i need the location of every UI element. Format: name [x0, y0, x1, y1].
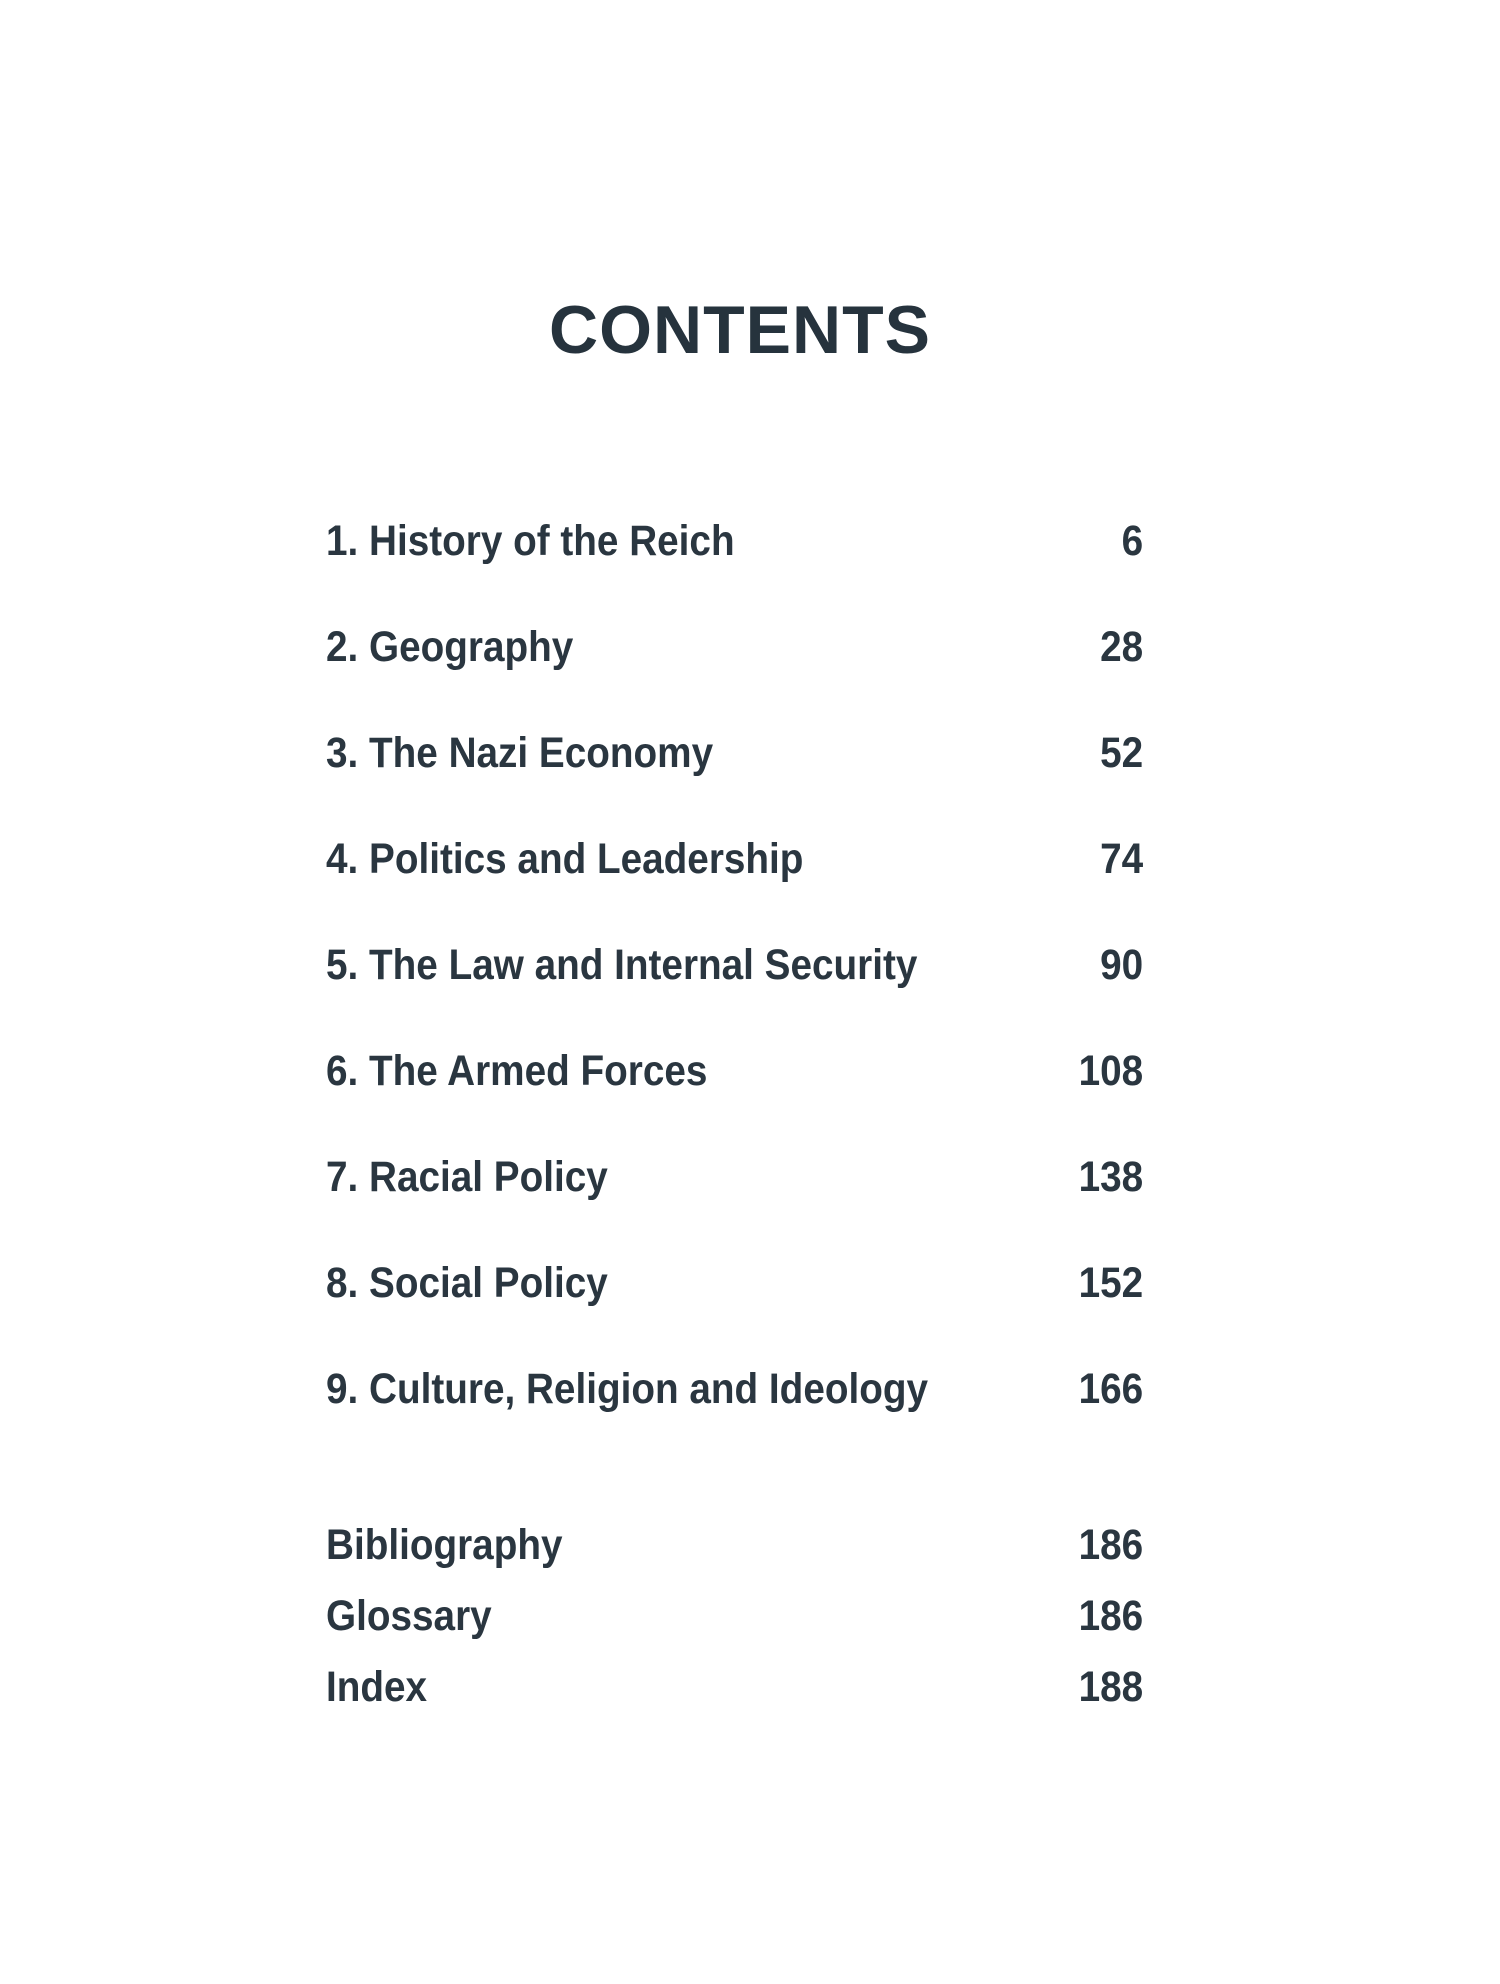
toc-entry-index[interactable] [326, 1654, 1143, 1725]
toc-entry-page: 6 [1121, 517, 1144, 565]
toc-entry-title: 9. Culture, Religion and Ideology [326, 1365, 929, 1413]
toc-entry-page: 90 [1100, 941, 1144, 989]
toc-entry-chapter-1[interactable] [326, 508, 1143, 614]
toc-entry-chapter-4[interactable] [326, 826, 1143, 932]
page-title: CONTENTS [549, 292, 931, 368]
toc-entry-title: Index [326, 1663, 428, 1711]
toc-entry-title: 7. Racial Policy [326, 1153, 608, 1201]
toc-entry-glossary[interactable] [326, 1583, 1143, 1654]
toc-entry-page: 188 [1078, 1663, 1144, 1711]
toc-entry-chapter-7[interactable] [326, 1144, 1143, 1250]
back-matter-list [326, 1512, 1144, 1725]
toc-entry-page: 186 [1078, 1592, 1144, 1640]
toc-entry-page: 152 [1078, 1259, 1144, 1307]
toc-entry-page: 166 [1078, 1365, 1144, 1413]
chapter-list [326, 508, 1144, 1462]
toc-entry-page: 138 [1078, 1153, 1144, 1201]
toc-entry-title: 3. The Nazi Economy [326, 729, 714, 777]
toc-entry-title: 5. The Law and Internal Security [326, 941, 918, 989]
toc-entry-title: 1. History of the Reich [326, 517, 735, 565]
toc-entry-chapter-9[interactable] [326, 1356, 1143, 1462]
toc-entry-bibliography[interactable] [326, 1512, 1143, 1583]
toc-entry-title: 2. Geography [326, 623, 574, 671]
toc-entry-page: 28 [1100, 623, 1144, 671]
toc-entry-page: 186 [1078, 1521, 1144, 1569]
toc-entry-title: Glossary [326, 1592, 492, 1640]
toc-entry-page: 74 [1100, 835, 1144, 883]
toc-entry-chapter-5[interactable] [326, 932, 1143, 1038]
toc-entry-chapter-6[interactable] [326, 1038, 1143, 1144]
toc-entry-title: 4. Politics and Leadership [326, 835, 804, 883]
toc-entry-chapter-8[interactable] [326, 1250, 1143, 1356]
toc-entry-title: Bibliography [326, 1521, 563, 1569]
toc-entry-page: 108 [1078, 1047, 1144, 1095]
toc-entry-title: 6. The Armed Forces [326, 1047, 708, 1095]
toc-entry-title: 8. Social Policy [326, 1259, 608, 1307]
toc-entry-chapter-3[interactable] [326, 720, 1143, 826]
toc-entry-page: 52 [1100, 729, 1144, 777]
toc-entry-chapter-2[interactable] [326, 614, 1143, 720]
